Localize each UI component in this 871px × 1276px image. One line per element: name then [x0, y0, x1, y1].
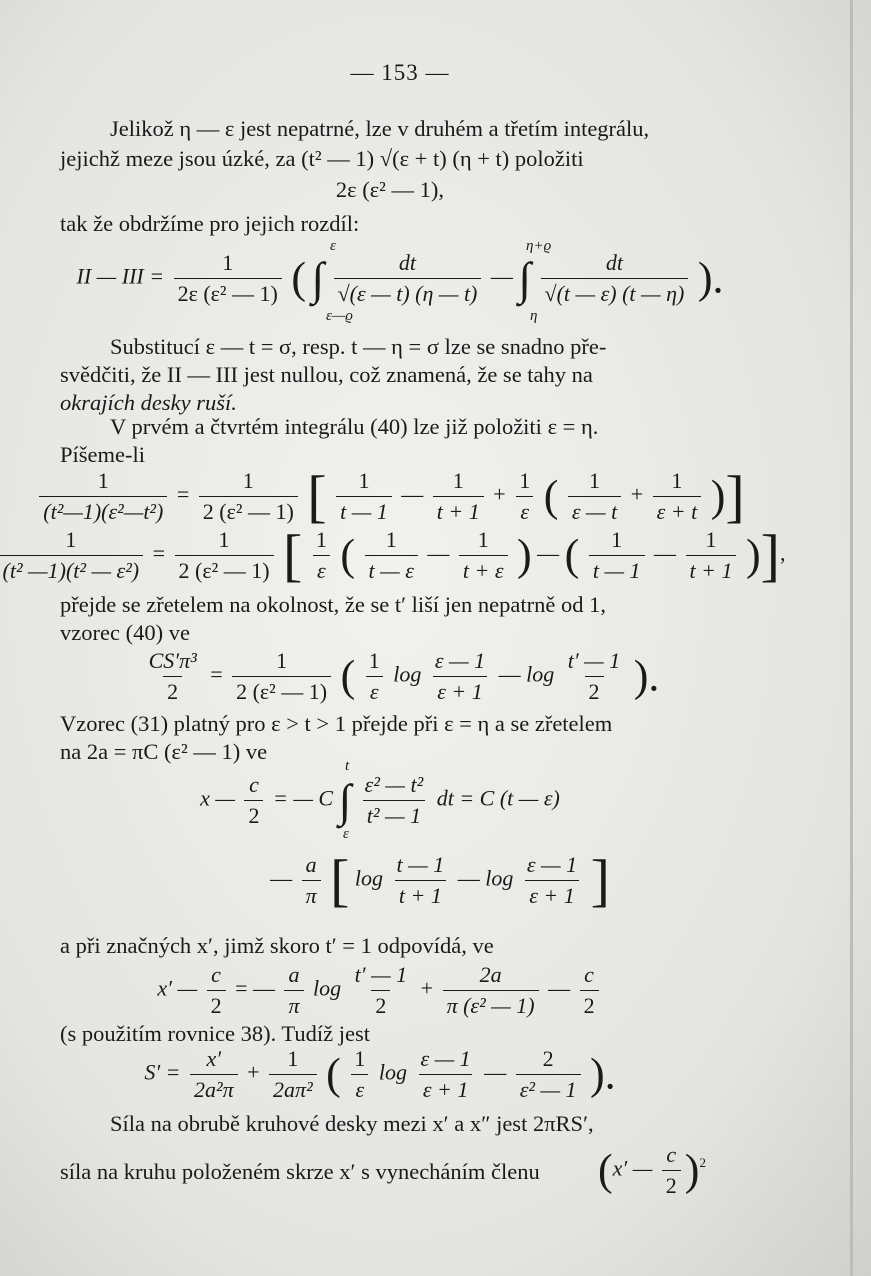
- paragraph-8-line-1: Síla na obrubě kruhové desky mezi x′ a x″ jest 2πRS′,: [110, 1111, 594, 1136]
- eq2-term-a: $\frac{1}{t — 1}$: [336, 468, 392, 525]
- eq1-int1-frac: $\frac{dt}{√(\varepsilon — t) (\eta — t)}$: [334, 250, 482, 307]
- eq2-term-f: $\frac{1}{\varepsilon — t}$: [568, 468, 621, 525]
- eq2-bracket-close: ]: [725, 463, 745, 529]
- eq2-term-e: $\frac{1}{\varepsilon}$: [515, 468, 534, 525]
- paragraph-6: a při značných x′, jimž skoro t′ = 1 odpovídá, ve: [60, 933, 494, 958]
- paragraph-1-line-1: Jelikož η — ε jest nepatrné, lze v druhém a třetím integrálu,: [110, 116, 650, 141]
- eq4-lhs: $\frac{\text{CS′π³}}{2}$: [148, 648, 197, 704]
- eq3-term-b: $\frac{1}{t + \varepsilon}$: [459, 527, 508, 584]
- eq1-int2-upper: η+ϱ: [526, 238, 552, 254]
- eq2-term-g: $\frac{1}{\varepsilon + t}$: [653, 468, 702, 525]
- paragraph-2-line-1: Substitucí ε — t = σ, resp. t — η = σ lze se snadno pře-: [110, 334, 607, 359]
- paragraph-1-line-3: tak že obdržíme pro jejich rozdíl:: [60, 211, 360, 236]
- paragraph-8-line-2: síla na kruhu položeném skrze x′ s vynecháním členu: [60, 1159, 540, 1184]
- eq1-int1-upper: ε: [330, 238, 336, 254]
- equation-1: [0, 250, 800, 307]
- equation-2: $\frac{1}{\text{(t²—1)(ε²—t²)}}$ = $\frac{1}{\text{2 (ε² — 1)}}$ [ $\frac{1}{t — 1}$ — $\frac{1}{t + 1}$ + $\frac{1}{\varepsilon}$ ( $\frac{1}{\varepsilon — t}$ + $\frac{1}{\varepsilon + t}$ )]: [0, 468, 790, 525]
- equation-8: S′ = $\frac{x'}{\text{2a²π}}$ + $\frac{1}{\text{2aπ²}}$ ( $\frac{1}{\varepsilon}$ log $\frac{\varepsilon — 1}{\varepsilon + 1}$ — $\frac{2}{\text{ε² — 1}}$ ).: [144, 1046, 616, 1102]
- eq1-integral-1: ∫: [311, 253, 325, 304]
- paragraph-4-line-1: přejde se zřetelem na okolnost, že se t′ liší jen nepatrně od 1,: [60, 592, 606, 617]
- eq4-coef: $\frac{1}{\text{2 (ε² — 1)}}$: [232, 648, 331, 705]
- eq1-int2-lower: η: [530, 308, 538, 324]
- eq2-term-b: $\frac{1}{t + 1}$: [433, 468, 484, 525]
- paragraph-1-center: 2ε (ε² — 1),: [335, 177, 445, 202]
- eq4-term-b: $\frac{t' — 1}{2}$: [567, 648, 621, 704]
- eq1-paren-close: ).: [697, 253, 724, 303]
- eq2-lhs: $\frac{1}{\text{(t²—1)(ε²—t²)}}$: [39, 468, 167, 525]
- eq5-integrand: $\frac{\text{ε² — t²}}{\text{t² — 1}}$: [364, 772, 424, 828]
- eq1-minus: —: [490, 263, 513, 289]
- eq3-lhs: $\frac{1}{\text{(t² —1)(t² — ε²)}}$: [0, 527, 143, 584]
- paragraph-5-line-2: na 2a = πC (ε² — 1) ve: [60, 739, 268, 764]
- eq6-term-b: $\frac{t — 1}{t + 1}$: [396, 852, 445, 908]
- paragraph-2-line-2: svědčiti, že II — III jest nullou, což znamená, že se tahy na: [60, 362, 593, 387]
- equation-7: x′ — $\frac{c}{2}$ = — $\frac{a}{\pi}$ log $\frac{t' — 1}{2}$ + $\frac{2a}{\text{π (ε² — 1)}}$ — $\frac{c}{2}$: [0, 962, 780, 1019]
- eq3-coef: $\frac{1}{\text{2 (ε² — 1)}}$: [175, 527, 274, 584]
- eq3-term-a: $\frac{1}{t — \varepsilon}$: [365, 527, 418, 584]
- paragraph-2-line-3: okrajích desky ruší.: [60, 390, 237, 415]
- equation-3: $\frac{1}{\text{(t² —1)(t² — ε²)}}$ = $\frac{1}{\text{2 (ε² — 1)}}$ [ $\frac{1}{\varepsilon}$ ( $\frac{1}{t — \varepsilon}$ — $\frac{1}{t + \varepsilon}$ ) — ( $\frac{1}{t — 1}$ — $\frac{1}{t + 1}$ )],: [0, 527, 790, 584]
- page-number: — 153 —: [350, 60, 450, 85]
- eq5-c-half: $\frac{c}{2}$: [244, 772, 263, 829]
- eq1-integral-2: ∫: [518, 253, 531, 304]
- eq1-lhs: II — III =: [76, 263, 165, 289]
- equation-4: $\frac{\text{CS′π³}}{2}$ = $\frac{1}{\text{2 (ε² — 1)}}$ ( $\frac{1}{\varepsilon}$ log $\frac{\varepsilon — 1}{\varepsilon + 1}$ — log $\frac{t' — 1}{2}$ ).: [0, 648, 800, 705]
- eq1-int1-lower: ε—ϱ: [326, 308, 353, 324]
- paragraph-8-tail: (x′ — $\frac{c}{2}$ )$^2$: [598, 1142, 706, 1198]
- paragraph-3-line-2: Píšeme-li: [60, 442, 145, 467]
- eq3-term-g: $\frac{1}{t + 1}$: [686, 527, 737, 584]
- eq5-integral: ∫: [338, 775, 352, 826]
- eq1-coef: $\frac{1}{\text{2ε (ε² — 1)}}$: [174, 250, 282, 307]
- eq2-bracket-open: [: [307, 463, 327, 529]
- eq5-lower: ε: [343, 826, 349, 842]
- eq1-int2-frac: $\frac{dt}{√(t — \varepsilon) (t — \eta)}$: [541, 250, 689, 307]
- paragraph-7: (s použitím rovnice 38). Tudíž jest: [60, 1021, 370, 1046]
- eq4-term-e: $\frac{1}{\varepsilon}$: [365, 648, 384, 705]
- eq2-coef: $\frac{1}{\text{2 (ε² — 1)}}$: [199, 468, 298, 525]
- eq3-term-f: $\frac{1}{t — 1}$: [589, 527, 645, 584]
- paragraph-5-line-1: Vzorec (31) platný pro ε > t > 1 přejde při ε = η a se zřetelem: [60, 711, 613, 736]
- eq1-paren-open: (: [291, 253, 306, 303]
- equation-6: — $\frac{a}{\pi}$ [ log $\frac{t — 1}{t + 1}$ — log $\frac{\varepsilon — 1}{\varepsilon + 1}$ ]: [270, 847, 610, 913]
- paragraph-1-line-2: jejichž meze jsou úzké, za (t² — 1) √(ε + t) (η + t) položiti: [60, 146, 584, 171]
- eq3-term-e: $\frac{1}{\varepsilon}$: [312, 527, 331, 584]
- paragraph-3-line-1: V prvém a čtvrtém integrálu (40) lze již položiti ε = η.: [110, 414, 599, 439]
- eq6-a-pi: $\frac{a}{\pi}$: [302, 852, 321, 909]
- page-edge: [850, 0, 853, 1276]
- equation-5: x — $\frac{c}{2}$ = — C ∫ $\frac{\text{ε² — t²}}{\text{t² — 1}}$ dt = C (t — ε): [200, 772, 560, 828]
- eq5-upper: t: [345, 758, 350, 774]
- eq4-term-a: $\frac{\varepsilon — 1}{\varepsilon + 1}$: [434, 648, 486, 704]
- eq6-term-d: $\frac{\varepsilon — 1}{\varepsilon + 1}$: [526, 852, 578, 908]
- paragraph-4-line-2: vzorec (40) ve: [60, 620, 190, 645]
